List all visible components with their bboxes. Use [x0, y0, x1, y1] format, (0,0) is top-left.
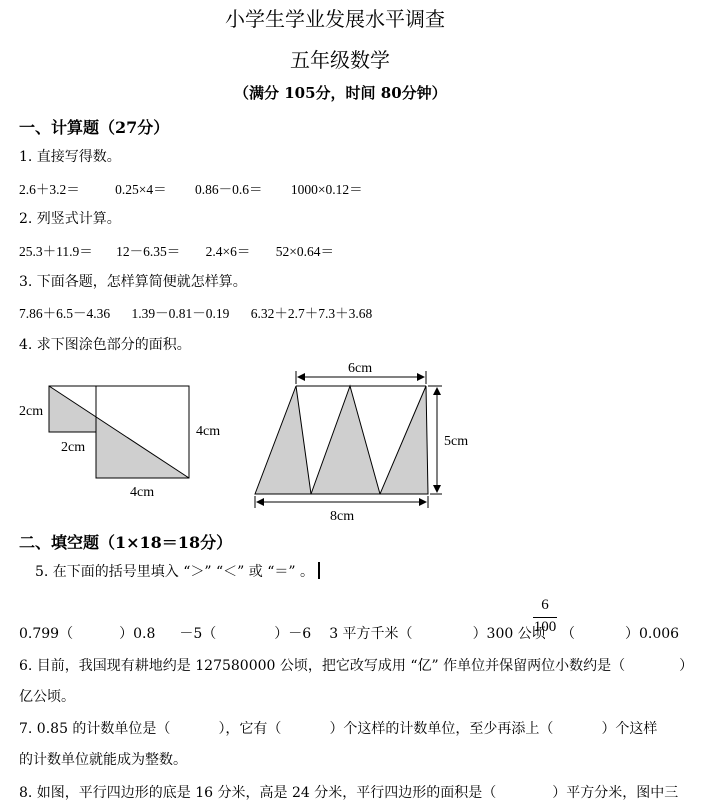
- shaded-triangle-1: [255, 386, 311, 494]
- score-time-note: （满分 105分，时间 80分钟）: [234, 84, 447, 102]
- figure-squares: [0, 370, 250, 510]
- figure-triangles: [250, 355, 480, 525]
- question-7-text-a: 7. 0.85 的计数单位是（: [19, 721, 171, 737]
- list-item: 2.4×6＝: [205, 244, 251, 259]
- question-7-text-d: ）个这样: [601, 721, 658, 737]
- question-3-label: 3. 下面各题，怎样算简便就怎样算。: [19, 274, 247, 290]
- list-item: －5（: [179, 626, 217, 642]
- question-5-label: [35, 561, 320, 581]
- question-8-partial-line: 8. 如图，平行四边形的底是 16 分米，高是 24 分米，平行四边形的面积是（ ）平方分米，图中三: [19, 785, 679, 801]
- label-small-side-bottom: 2cm: [61, 440, 86, 455]
- list-item: 0.25×4＝: [115, 182, 167, 197]
- list-item: 2.6＋3.2＝: [19, 182, 80, 197]
- question-6-line-1: [19, 655, 693, 675]
- shaded-triangle-2: [311, 386, 380, 494]
- list-item: 6.32＋2.7＋7.3＋3.68: [250, 306, 373, 321]
- question-5-items: [19, 623, 546, 643]
- question-1-label: 1. 直接写得数。: [19, 149, 121, 165]
- question-4-label: 4. 求下图涂色部分的面积。: [19, 337, 191, 353]
- list-item: ）0.8: [119, 626, 156, 642]
- question-7-line-1: [19, 718, 657, 738]
- list-item: 25.3＋11.9＝: [19, 244, 93, 259]
- question-5-text: 5. 在下面的括号里填入 “＞” “＜” 或 “＝” 。: [35, 564, 315, 580]
- question-6-line-2: 亿公顷。: [19, 689, 75, 705]
- section-heading-calculation: 一、计算题（27分）: [19, 118, 170, 137]
- section-heading-fill-in: 二、填空题（1×18＝18分）: [19, 533, 233, 552]
- fraction-bar: [533, 617, 557, 618]
- question-7-text-c: ）个这样的计数单位，至少再添上（: [329, 721, 554, 737]
- list-item: 0.86－0.6＝: [195, 182, 263, 197]
- list-item: 1.39－0.81－0.19: [131, 306, 230, 321]
- label-large-side-bottom: 4cm: [130, 485, 155, 500]
- label-large-side-right: 4cm: [196, 424, 221, 439]
- label-height: 5cm: [444, 434, 469, 449]
- list-item: 0.799（: [19, 626, 74, 642]
- question-2-items: [19, 240, 334, 260]
- page-title: 小学生学业发展水平调查: [225, 7, 445, 31]
- list-item: 3 平方千米（: [329, 626, 413, 642]
- question-3-items: [19, 302, 372, 322]
- question-2-label: 2. 列竖式计算。: [19, 211, 121, 227]
- list-item: ）0.006: [625, 626, 680, 642]
- question-7-line-2: 的计数单位就能成为整数。: [19, 752, 187, 768]
- label-top-width: 6cm: [348, 361, 373, 376]
- list-item: ）300 公顷: [472, 626, 546, 642]
- list-item: 1000×0.12＝: [290, 182, 363, 197]
- fraction-denominator: 100: [533, 619, 557, 635]
- question-5-items-right: [561, 623, 679, 643]
- list-item: 52×0.64＝: [275, 244, 334, 259]
- shaded-triangle-3: [380, 386, 428, 494]
- fraction-numerator: 6: [541, 597, 549, 613]
- list-item: （: [561, 626, 575, 642]
- label-small-side-left: 2cm: [19, 404, 44, 419]
- list-item: 7.86＋6.5－4.36: [19, 306, 111, 321]
- question-1-items: [19, 178, 363, 198]
- question-6-text-end: ）: [679, 658, 694, 674]
- text-cursor: [318, 562, 320, 579]
- question-7-text-b: ），它有（: [218, 721, 282, 737]
- label-bottom-width: 8cm: [330, 509, 355, 524]
- page-subtitle: 五年级数学: [290, 48, 390, 72]
- list-item: 12－6.35＝: [116, 244, 181, 259]
- list-item: ）－6: [274, 626, 312, 642]
- question-6-text: 6. 目前，我国现有耕地约是 127580000 公顷，把它改写成用 “亿” 作单位并保留两位小数约是（: [19, 658, 626, 674]
